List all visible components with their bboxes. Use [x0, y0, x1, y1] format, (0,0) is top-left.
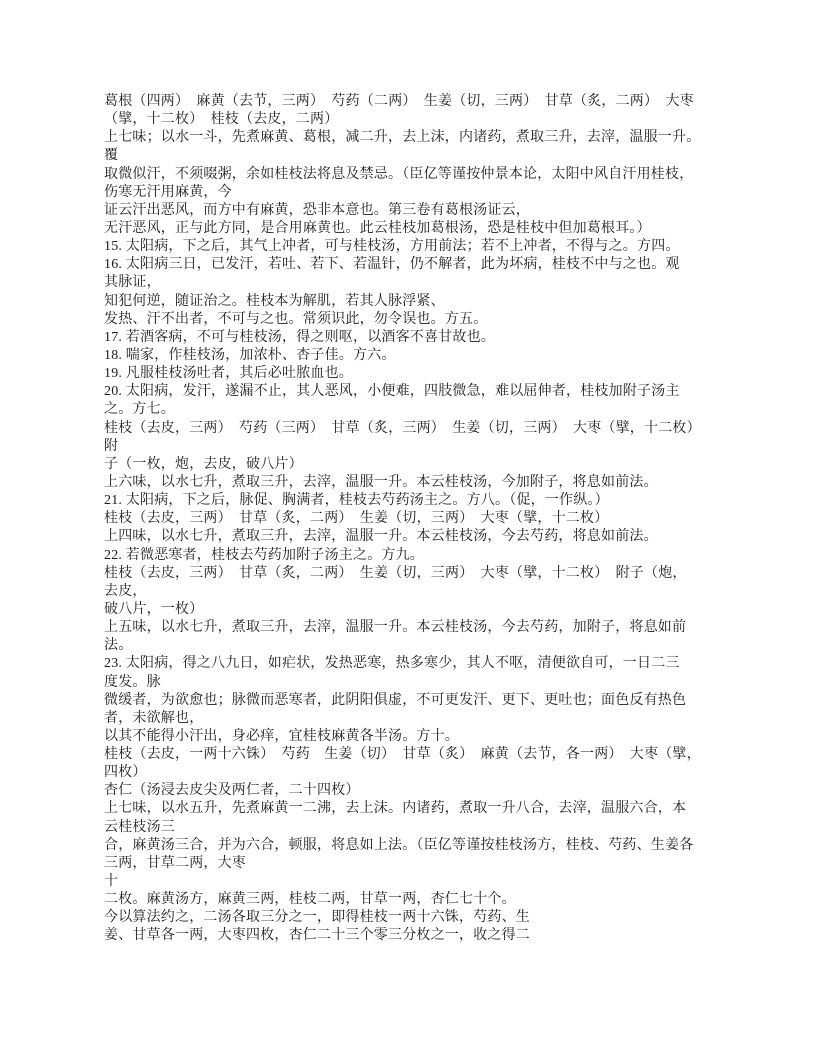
text-line: 18. 喘家，作桂枝汤，加浓朴、杏子佳。方六。	[104, 347, 396, 363]
text-line: 21. 太阳病，下之后，脉促、胸满者，桂枝去芍药汤主之。方八。（促，一作纵。）	[104, 493, 609, 509]
text-line: 知犯何逆，随证治之。桂枝本为解肌，若其人脉浮紧、	[104, 293, 445, 309]
text-line: 取微似汗，不须啜粥，余如桂枝法将息及禁忌。（臣亿等谨按仲景本论，太阳中风自汗用桂枝，	[104, 166, 694, 182]
text-line: 微缓者，为欲愈也；脉微而恶寒者，此阴阳俱虚，不可更发汗、更下、更吐也；面色反有热色	[104, 692, 687, 708]
text-body	[104, 93, 729, 946]
text-line: 23. 太阳病，得之八九日，如疟状，发热恶寒，热多寒少，其人不呕，清便欲自可，一日二三	[104, 656, 680, 672]
text-line: 无汗恶风，正与此方同，是合用麻黄也。此云桂枝加葛根汤，恐是桂枝中但加葛根耳。）	[104, 220, 651, 236]
text-line: 者，未欲解也，	[104, 710, 204, 726]
text-line: 上七味，以水五升，先煮麻黄一二沸，去上沫。内诸药，煮取一升八合，去滓，温服六合，本	[104, 801, 687, 817]
text-line: 子（一枚，炮，去皮，破八片）	[104, 456, 303, 472]
text-line: 姜、甘草各一两，大枣四枚，杏仁二十三个零三分枚之一，收之得二	[104, 928, 530, 944]
text-line: 上六味，以水七升，煮取三升，去滓，温服一升。本云桂枝汤，今加附子，将息如前法。	[104, 474, 658, 490]
text-line: 伤寒无汗用麻黄，今	[104, 184, 232, 200]
text-line: （擘，十二枚） 桂枝（去皮，二两）	[104, 112, 339, 128]
text-line: 之。方七。	[104, 402, 175, 418]
text-line: 桂枝（去皮，三两） 甘草（炙，二两） 生姜（切，三两） 大枣（擘，十二枚）	[104, 511, 609, 527]
text-line: 云桂枝汤三	[104, 819, 175, 835]
text-line: 杏仁（汤浸去皮尖及两仁者，二十四枚）	[104, 783, 360, 799]
text-line: 度发。脉	[104, 674, 161, 690]
text-line: 19. 凡服桂枝汤吐者，其后必吐脓血也。	[104, 366, 353, 382]
text-line: 今以算法约之，二汤各取三分之一，即得桂枝一两十六铢，芍药、生	[104, 910, 530, 926]
text-line: 十	[104, 874, 119, 890]
text-line: 桂枝（去皮，一两十六铢） 芍药 生姜（切） 甘草（炙） 麻黄（去节，各一两） 大枣（擘，	[104, 747, 701, 763]
text-line: 证云汗出恶风，而方中有麻黄，恐非本意也。第三卷有葛根汤证云，	[104, 202, 530, 218]
text-line: 四枚）	[104, 765, 147, 781]
text-line: 覆	[104, 148, 119, 164]
text-line: 其脉证，	[104, 275, 161, 291]
text-line: 三两，甘草二两，大枣	[104, 855, 246, 871]
text-line: 上五味，以水七升，煮取三升，去滓，温服一升。本云桂枝汤，今去芍药，加附子，将息如前	[104, 620, 687, 636]
text-line: 二枚。麻黄汤方，麻黄三两，桂枝二两，甘草一两，杏仁七十个。	[104, 892, 516, 908]
text-line: 15. 太阳病，下之后，其气上冲者，可与桂枝汤，方用前法；若不上冲者，不得与之。方四。	[104, 239, 680, 255]
text-line: 附	[104, 438, 119, 454]
text-line: 破八片，一枚）	[104, 601, 204, 617]
text-line: 桂枝（去皮，三两） 甘草（炙，二两） 生姜（切，三两） 大枣（擘，十二枚） 附子（炮，	[104, 565, 687, 581]
text-line: 20. 太阳病，发汗，遂漏不止，其人恶风，小便难，四肢微急，难以屈伸者，桂枝加附子汤主	[104, 384, 680, 400]
text-line: 22. 若微恶寒者，桂枝去芍药加附子汤主之。方九。	[104, 547, 424, 563]
text-line: 上四味，以水七升，煮取三升，去滓，温服一升。本云桂枝汤，今去芍药，将息如前法。	[104, 529, 658, 545]
text-line: 以其不能得小汗出，身必痒，宜桂枝麻黄各半汤。方十。	[104, 728, 459, 744]
text-line: 去皮，	[104, 583, 147, 599]
text-line: 葛根（四两） 麻黄（去节，三两） 芍药（二两） 生姜（切，三两） 甘草（炙，二两） 大枣	[104, 94, 694, 109]
text-line: 上七味；以水一斗，先煮麻黄、葛根，减二升，去上沫，内诸药，煮取三升，去滓，温服一升。	[104, 130, 701, 146]
text-line: 合，麻黄汤三合，并为六合，顿服，将息如上法。（臣亿等谨按桂枝汤方，桂枝、芍药、生姜各	[104, 837, 694, 853]
text-line: 16. 太阳病三日，已发汗，若吐、若下、若温针，仍不解者，此为坏病，桂枝不中与之也。观	[104, 257, 680, 273]
text-line: 发热、汗不出者，不可与之也。常须识此，勿令误也。方五。	[104, 311, 488, 327]
text-line: 17. 若酒客病，不可与桂枝汤，得之则呕，以酒客不喜甘故也。	[104, 329, 495, 345]
text-line: 法。	[104, 638, 133, 654]
text-line: 桂枝（去皮，三两） 芍药（三两） 甘草（炙，三两） 生姜（切，三两） 大枣（擘，十二枚）	[104, 420, 701, 436]
